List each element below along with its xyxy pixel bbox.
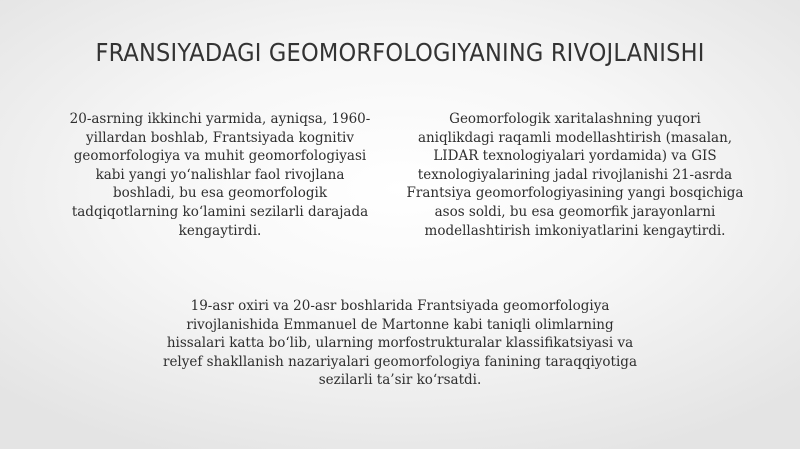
- paragraph-bottom: 19-asr oxiri va 20-asr boshlarida Frantsiyada geomorfologiya rivojlanishida Emmanuel de Martonne kabi taniqli olimlarning hissalari katta bo‘lib, ularning morfostrukturalar klassifikatsiyasi va relyef shakllanish nazariyalari geomorfologiya fanining taraqqiyotiga sezilarli ta’sir ko‘rsatdi.: [162, 298, 637, 389]
- slide-title: FRANSIYADAGI GEOMORFOLOGIYANING RIVOJLANISHI: [95, 38, 705, 67]
- paragraph-right: Geomorfologik xaritalashning yuqori aniqlikdagi raqamli modellashtirish (masalan, LIDAR texnologiyalari yordamida) va GIS texnologiyalarining jadal rivojlanishi 21-asrda Frantsiya geomorfologiyasining yangi bosqichiga asos soldi, bu esa geomorfik jarayonlarni modellashtirish imkoniyatlarini kengaytirdi.: [406, 111, 744, 239]
- paragraph-left: 20-asrning ikkinchi yarmida, ayniqsa, 1960- yillardan boshlab, Frantsiyada kognitiv geomorfologiya va muhit geomorfologiyasi kabi yangi yo‘nalishlar faol rivojlana boshladi, bu esa geomorfologik tadqiqotlarning ko‘lamini sezilarli darajada kengaytirdi.: [69, 111, 371, 239]
